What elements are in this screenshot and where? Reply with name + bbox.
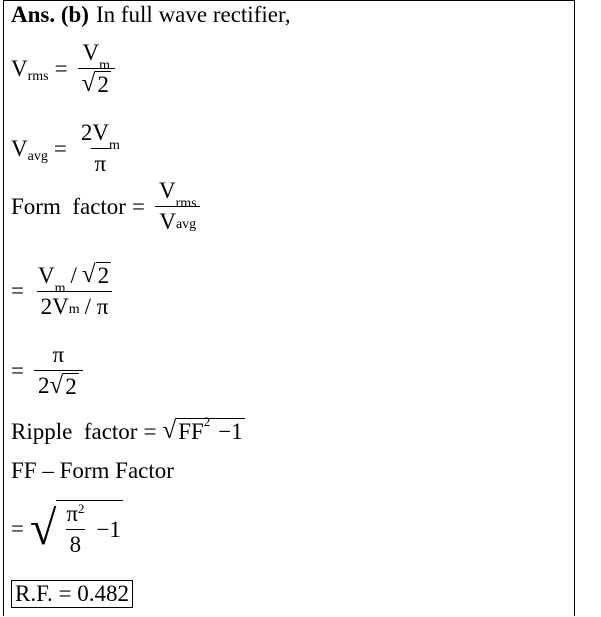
sqrt-2: 2 bbox=[97, 263, 110, 288]
ff-var: FF bbox=[178, 419, 204, 444]
vrms-var: V bbox=[11, 56, 28, 81]
vavg-sub: avg bbox=[27, 148, 48, 164]
vavg-var: V bbox=[159, 209, 176, 234]
equation-simplified bbox=[11, 342, 87, 400]
result-box: R.F. = 0.482 bbox=[11, 580, 133, 608]
vavg-var: V bbox=[11, 135, 28, 161]
equals-sign: = bbox=[11, 278, 24, 303]
equation-substitution bbox=[11, 262, 119, 320]
pi-denominator: π bbox=[91, 148, 111, 177]
vm-sub: m bbox=[68, 302, 80, 317]
heading-text: In full wave rectifier, bbox=[95, 2, 291, 27]
two-vm: 2V bbox=[40, 294, 69, 319]
square-exponent: 2 bbox=[203, 414, 211, 429]
vrms-var: V bbox=[158, 178, 176, 203]
vrms-sub: rms bbox=[27, 69, 49, 84]
vrms-fraction bbox=[78, 40, 115, 98]
equals-sign: = bbox=[53, 135, 67, 161]
sqrt-symbol bbox=[162, 414, 244, 445]
vm-var: V bbox=[37, 263, 55, 288]
equation-vrms bbox=[11, 40, 119, 98]
vm-var: V bbox=[82, 40, 100, 65]
equals-sign: = bbox=[11, 516, 24, 541]
vm-sub: m bbox=[99, 58, 110, 73]
ff-definition: FF – Form Factor bbox=[11, 458, 174, 483]
denominator-8: 8 bbox=[66, 529, 86, 558]
radical-sign: √ bbox=[29, 502, 57, 555]
sqrt-symbol bbox=[82, 262, 111, 289]
equation-ripple-factor bbox=[11, 414, 245, 445]
vrms-sub: rms bbox=[175, 196, 197, 211]
minus-one: −1 bbox=[218, 419, 243, 444]
equals-sign: = bbox=[11, 358, 24, 383]
vm-sub: m bbox=[54, 281, 66, 296]
equals-sign: = bbox=[143, 418, 157, 444]
two-vm: 2V bbox=[80, 120, 109, 145]
substitution-fraction bbox=[34, 262, 115, 320]
equation-vavg bbox=[11, 120, 128, 177]
vm-sub: m bbox=[108, 138, 120, 153]
answer-label: Ans. (b) bbox=[11, 2, 89, 27]
vavg-sub: avg bbox=[175, 217, 197, 232]
equals-sign: = bbox=[131, 193, 145, 219]
sqrt-2: 2 bbox=[65, 374, 77, 399]
sqrt-2: 2 bbox=[97, 72, 109, 97]
slash-pi: / π bbox=[84, 294, 109, 319]
ripple-factor-label: Ripple factor bbox=[11, 418, 138, 444]
answer-heading bbox=[11, 2, 290, 28]
radical-sign: √ bbox=[81, 261, 96, 288]
equation-form-factor bbox=[11, 178, 205, 235]
equals-sign: = bbox=[54, 56, 68, 81]
pi-numerator: π bbox=[66, 501, 78, 526]
form-factor-label: Form factor bbox=[11, 193, 126, 219]
radical-sign: √ bbox=[81, 70, 96, 97]
pi-numerator: π bbox=[52, 342, 65, 367]
sqrt-symbol bbox=[30, 500, 123, 558]
minus-one: −1 bbox=[96, 516, 121, 542]
sqrt-symbol bbox=[82, 71, 111, 98]
radical-sign: √ bbox=[162, 417, 177, 444]
sqrt-symbol bbox=[49, 373, 78, 400]
coefficient-2: 2 bbox=[37, 373, 50, 398]
square-exponent: 2 bbox=[77, 501, 85, 516]
radical-sign: √ bbox=[49, 372, 64, 399]
equation-ripple-value bbox=[11, 500, 123, 558]
pi-squared-over-8 bbox=[62, 501, 88, 558]
simplified-fraction bbox=[34, 342, 83, 400]
result-line bbox=[11, 580, 133, 608]
form-factor-fraction bbox=[155, 178, 201, 235]
vavg-fraction bbox=[77, 120, 124, 177]
slash: / bbox=[70, 263, 77, 288]
